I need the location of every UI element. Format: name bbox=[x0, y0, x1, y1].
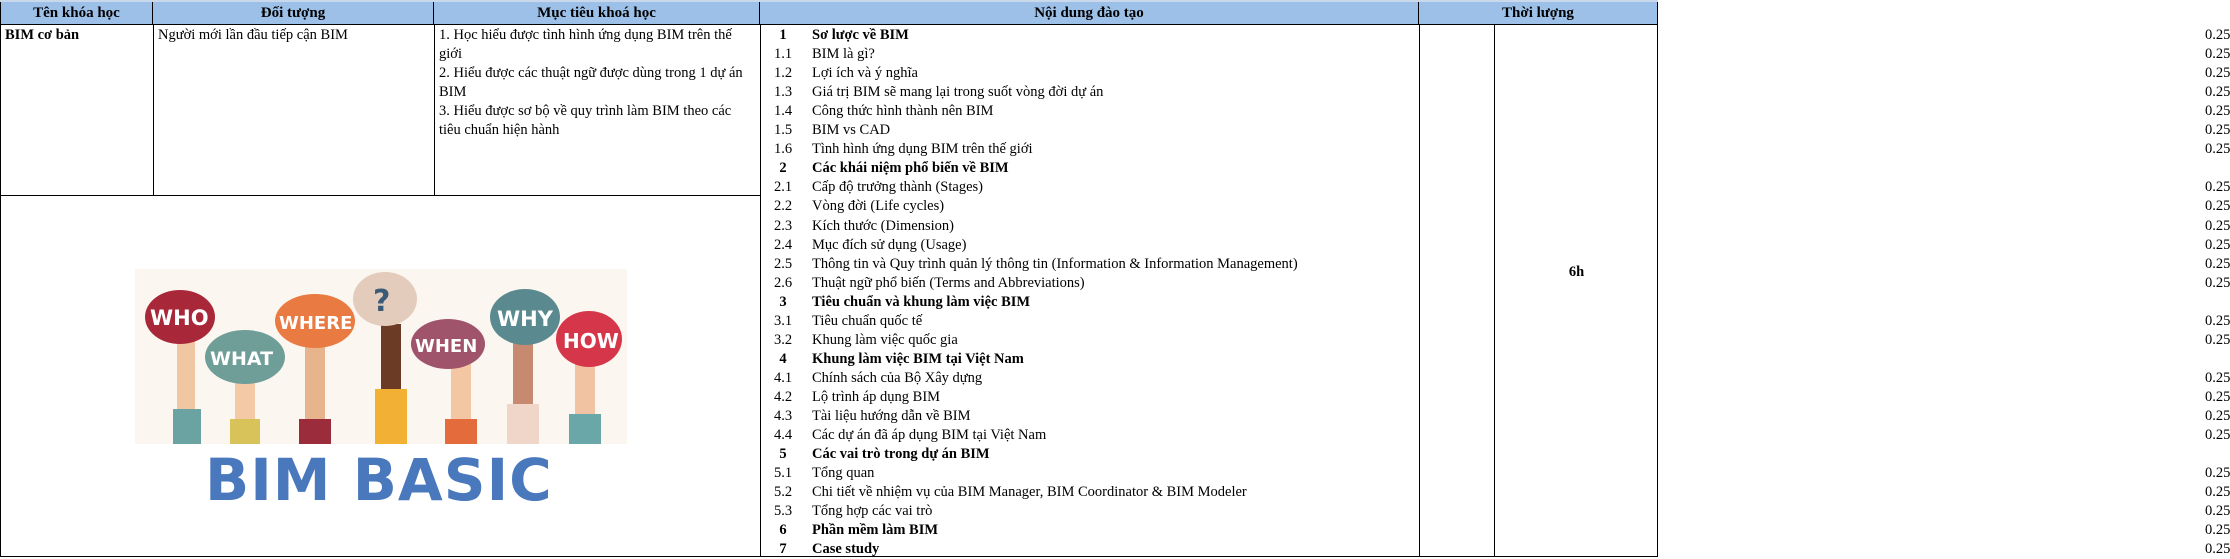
svg-text:WHERE: WHERE bbox=[279, 313, 353, 334]
content-row-number: 4.4 bbox=[773, 427, 793, 444]
content-row-duration: 0.25 bbox=[2205, 65, 2230, 82]
content-row-title: Mục đích sử dụng (Usage) bbox=[812, 236, 967, 253]
content-row-number: 1.2 bbox=[773, 65, 793, 82]
content-row-number: 1.1 bbox=[773, 46, 793, 63]
content-row-duration: 0.25 bbox=[2205, 103, 2230, 120]
content-row-number: 2.5 bbox=[773, 255, 793, 272]
content-row-title: Thông tin và Quy trình quản lý thông tin (Information & Information Management) bbox=[812, 255, 1298, 272]
content-row-number: 4 bbox=[779, 350, 787, 367]
content-row-title: Vòng đời (Life cycles) bbox=[812, 198, 945, 215]
content-row-title: Các vai trò trong dự án BIM bbox=[812, 446, 990, 463]
content-row-number: 2.3 bbox=[773, 217, 793, 234]
objectives-cell[interactable] bbox=[436, 26, 758, 140]
content-row[interactable] bbox=[760, 502, 2230, 521]
content-row-number: 5 bbox=[779, 446, 787, 463]
content-row[interactable] bbox=[760, 45, 2230, 64]
content-row-title: Tiêu chuẩn quốc tế bbox=[812, 312, 923, 329]
grid-line bbox=[0, 195, 760, 196]
content-row-title: Khung làm việc BIM tại Việt Nam bbox=[812, 350, 1024, 367]
content-row-number: 3 bbox=[779, 293, 787, 310]
content-row[interactable] bbox=[760, 121, 2230, 140]
content-row[interactable] bbox=[760, 159, 1658, 178]
content-row-title: Cấp độ trưởng thành (Stages) bbox=[812, 179, 983, 196]
content-row-title: Kích thước (Dimension) bbox=[812, 217, 954, 234]
course-table bbox=[0, 2, 2230, 558]
content-row-title: Các khái niệm phổ biến về BIM bbox=[812, 160, 1009, 177]
objective-line: 3. Hiểu được sơ bộ về quy trình làm BIM theo các bbox=[439, 103, 732, 119]
content-row-title: Tài liệu hướng dẫn về BIM bbox=[812, 408, 971, 424]
content-row[interactable] bbox=[760, 64, 2230, 83]
content-row[interactable] bbox=[760, 83, 2230, 102]
grid-line bbox=[0, 25, 1, 557]
objective-line: tiêu chuẩn hiện hành bbox=[439, 122, 560, 138]
content-row-number: 4.3 bbox=[773, 408, 793, 424]
content-row-title: Công thức hình thành nên BIM bbox=[812, 103, 994, 120]
content-row-title: Chi tiết về nhiệm vụ của BIM Manager, BIM Coordinator & BIM Modeler bbox=[812, 484, 1247, 501]
content-row-title: Chính sách của Bộ Xây dựng bbox=[812, 369, 983, 386]
content-row-number: 1.4 bbox=[773, 103, 793, 120]
content-row-duration: 0.25 bbox=[2205, 312, 2230, 329]
header-content[interactable]: Nội dung đào tạo bbox=[760, 2, 1419, 25]
content-row-duration: 0.25 bbox=[2205, 217, 2230, 234]
content-row-duration: 0.25 bbox=[2205, 503, 2230, 520]
content-row-number: 1.5 bbox=[773, 122, 793, 139]
content-row-duration: 0.25 bbox=[2205, 427, 2230, 444]
content-row-duration: 0.25 bbox=[2205, 141, 2230, 158]
content-row-duration: 0.25 bbox=[2205, 27, 2230, 43]
content-row-number: 5.3 bbox=[773, 503, 793, 520]
content-row-title: Tiêu chuẩn và khung làm việc BIM bbox=[812, 293, 1031, 310]
grid-line bbox=[153, 25, 154, 195]
content-row-number: 2 bbox=[779, 160, 787, 177]
content-row-duration: 0.25 bbox=[2205, 369, 2230, 386]
content-row-title: Sơ lược về BIM bbox=[812, 27, 909, 43]
content-row-title: BIM vs CAD bbox=[812, 122, 891, 139]
content-row[interactable] bbox=[760, 445, 1658, 464]
content-row-duration: 0.25 bbox=[2205, 484, 2230, 501]
content-row[interactable] bbox=[760, 540, 2230, 559]
content-row[interactable] bbox=[760, 464, 2230, 483]
content-row-title: BIM là gì? bbox=[812, 46, 875, 63]
content-row[interactable] bbox=[760, 483, 2230, 502]
grid-line bbox=[434, 25, 435, 195]
course-name-cell[interactable]: BIM cơ bản bbox=[5, 27, 80, 43]
content-row[interactable] bbox=[760, 407, 2230, 426]
content-row-title: Thuật ngữ phổ biến (Terms and Abbreviations) bbox=[812, 274, 1085, 291]
content-row-number: 4.2 bbox=[773, 388, 793, 405]
content-row-title: Tình hình ứng dụng BIM trên thế giới bbox=[812, 141, 1033, 158]
content-row-number: 1 bbox=[779, 27, 787, 43]
content-row-number: 2.2 bbox=[773, 198, 793, 215]
content-row-number: 2.4 bbox=[773, 236, 793, 253]
svg-text:WHEN: WHEN bbox=[415, 336, 478, 357]
content-row-number: 7 bbox=[779, 541, 787, 558]
header-audience[interactable]: Đối tượng bbox=[153, 2, 434, 25]
content-row-title: Lộ trình áp dụng BIM bbox=[812, 388, 941, 405]
svg-text:WHO: WHO bbox=[150, 306, 209, 330]
content-row-title: Giá trị BIM sẽ mang lại trong suốt vòng đời dự án bbox=[812, 84, 1104, 101]
objective-line: 2. Hiểu được các thuật ngữ được dùng trong 1 dự án bbox=[439, 65, 743, 81]
content-row[interactable] bbox=[760, 140, 2230, 159]
content-row[interactable] bbox=[760, 178, 2230, 197]
content-row-title: Các dự án đã áp dụng BIM tại Việt Nam bbox=[812, 427, 1047, 444]
content-row-number: 5.1 bbox=[773, 465, 793, 482]
content-row-title: Tổng hợp các vai trò bbox=[812, 503, 933, 520]
content-row[interactable] bbox=[760, 426, 2230, 445]
content-row-duration: 0.25 bbox=[2205, 465, 2230, 482]
content-row-number: 1.6 bbox=[773, 141, 793, 158]
content-row-number: 3.2 bbox=[773, 331, 793, 348]
objective-line: BIM bbox=[439, 84, 467, 100]
content-row[interactable] bbox=[760, 521, 2230, 540]
header-objectives[interactable]: Mục tiêu khoá học bbox=[434, 2, 760, 25]
content-row-duration: 0.25 bbox=[2205, 255, 2230, 272]
content-row[interactable] bbox=[760, 236, 2230, 255]
content-row-duration: 0.25 bbox=[2205, 388, 2230, 405]
total-duration[interactable]: 6h bbox=[1568, 264, 1585, 280]
brand-text: BIM BASIC bbox=[205, 446, 553, 514]
audience-cell[interactable]: Người mới lần đầu tiếp cận BIM bbox=[158, 27, 348, 43]
raised-hands-illustration bbox=[135, 269, 627, 444]
content-row[interactable] bbox=[760, 26, 2230, 45]
header-course-name[interactable]: Tên khóa học bbox=[0, 2, 153, 25]
svg-text:?: ? bbox=[373, 284, 391, 319]
content-row-number: 1.3 bbox=[773, 84, 793, 101]
content-row-duration: 0.25 bbox=[2205, 236, 2230, 253]
content-row[interactable] bbox=[760, 293, 1658, 312]
svg-text:HOW: HOW bbox=[563, 329, 619, 353]
svg-text:WHY: WHY bbox=[497, 307, 553, 331]
content-row[interactable] bbox=[760, 369, 2230, 388]
content-row-title: Phần mềm làm BIM bbox=[812, 522, 939, 539]
content-row-duration: 0.25 bbox=[2205, 522, 2230, 539]
content-row-duration: 0.25 bbox=[2205, 84, 2230, 101]
content-row-number: 2.6 bbox=[773, 274, 793, 291]
header-duration[interactable]: Thời lượng bbox=[1419, 2, 1658, 25]
content-row-duration: 0.25 bbox=[2205, 331, 2230, 348]
objective-line: giới bbox=[439, 46, 462, 62]
content-row-title: Tổng quan bbox=[812, 465, 875, 482]
content-row-number: 5.2 bbox=[773, 484, 793, 501]
content-row-duration: 0.25 bbox=[2205, 179, 2230, 196]
svg-text:WHAT: WHAT bbox=[210, 348, 274, 370]
content-row[interactable] bbox=[760, 350, 1658, 369]
content-row-title: Lợi ích và ý nghĩa bbox=[812, 65, 918, 82]
course-illustration bbox=[135, 269, 627, 444]
content-row[interactable] bbox=[760, 388, 2230, 407]
content-row-duration: 0.25 bbox=[2205, 46, 2230, 63]
content-row[interactable] bbox=[760, 217, 2230, 236]
content-row-title: Khung làm việc quốc gia bbox=[812, 331, 958, 348]
content-row[interactable] bbox=[760, 197, 2230, 216]
content-row-number: 4.1 bbox=[773, 369, 793, 386]
content-row-duration: 0.25 bbox=[2205, 122, 2230, 139]
content-row-number: 3.1 bbox=[773, 312, 793, 329]
content-row-duration: 0.25 bbox=[2205, 274, 2230, 291]
content-row-duration: 0.25 bbox=[2205, 198, 2230, 215]
content-row[interactable] bbox=[760, 331, 2230, 350]
content-row[interactable] bbox=[760, 312, 2230, 331]
objective-line: 1. Học hiểu được tình hình ứng dụng BIM trên thế bbox=[439, 27, 732, 43]
content-row-number: 6 bbox=[779, 522, 787, 539]
content-row-number: 2.1 bbox=[773, 179, 793, 196]
content-row-title: Case study bbox=[812, 541, 880, 558]
content-row-duration: 0.25 bbox=[2205, 541, 2230, 558]
content-row-duration: 0.25 bbox=[2205, 408, 2230, 424]
content-row[interactable] bbox=[760, 102, 2230, 121]
